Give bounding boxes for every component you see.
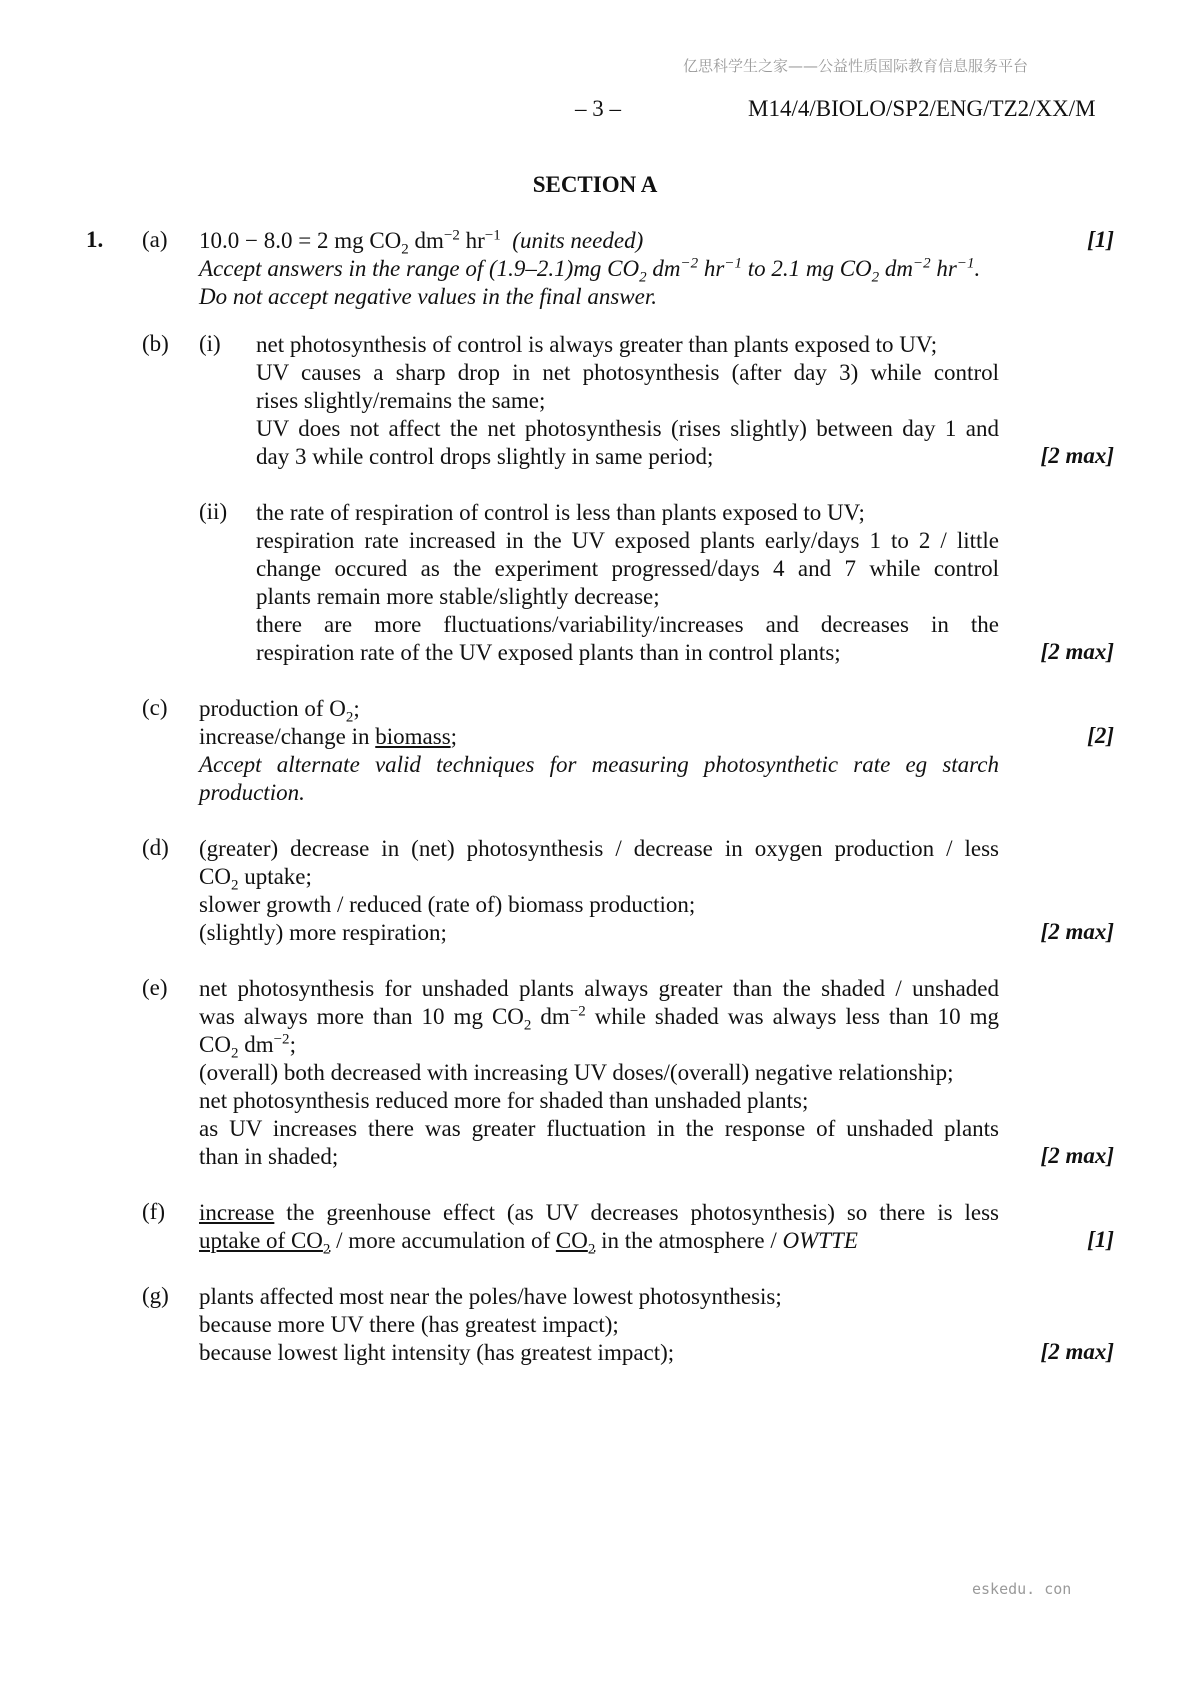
answer-line: increase the greenhouse effect (as UV decreases photosynthesis) so there is less	[199, 1200, 999, 1225]
part-c-answer	[199, 695, 999, 807]
part-e-label: (e)	[142, 975, 168, 1000]
answer-line: rises slightly/remains the same;	[256, 388, 546, 413]
answer-line: (slightly) more respiration;	[199, 920, 447, 945]
answer-line: was always more than 10 mg $CO_2$ $dm^{-2}$ while shaded was always less than 10 mg	[199, 1003, 999, 1034]
part-a-answer	[199, 227, 999, 311]
part-a-range-note: Accept answers in the range of (1.9–2.1)mg $CO_2$ $dm^{-2}$ $hr^{-1}$ to 2.1 mg $CO_2$ $dm^{-2}$ $hr^{-1}$.	[199, 255, 981, 286]
part-g-mark: [2 max]	[1040, 1339, 1114, 1364]
answer-line: respiration rate increased in the UV exposed plants early/days 1 to 2 / little	[256, 528, 999, 553]
answer-line: as UV increases there was greater fluctuation in the response of unshaded plants	[199, 1116, 999, 1141]
part-c-label: (c)	[142, 695, 168, 720]
part-d-label: (d)	[142, 835, 169, 860]
answer-line: UV does not affect the net photosynthesis (rises slightly) between day 1 and	[256, 416, 999, 441]
watermark-bottom: eskedu. con	[972, 1580, 1072, 1598]
answer-line: (greater) decrease in (net) photosynthesis / decrease in oxygen production / less	[199, 836, 999, 861]
answer-line: net photosynthesis reduced more for shaded than unshaded plants;	[199, 1088, 809, 1113]
part-f-mark: [1]	[1087, 1227, 1114, 1252]
part-b-i-answer	[256, 331, 999, 471]
part-b-ii-mark: [2 max]	[1040, 639, 1114, 664]
part-f-answer	[199, 1199, 999, 1258]
answer-line: $CO_2$ uptake;	[199, 864, 312, 894]
document-code: M14/4/BIOLO/SP2/ENG/TZ2/XX/M	[748, 96, 1096, 121]
answer-line: there are more fluctuations/variability/increases and decreases in the	[256, 612, 999, 637]
page-number: – 3 –	[575, 96, 621, 121]
part-d-mark: [2 max]	[1040, 919, 1114, 944]
answer-line: net photosynthesis for unshaded plants always greater than the shaded / unshaded	[199, 976, 999, 1001]
answer-line: plants affected most near the poles/have lowest photosynthesis;	[199, 1284, 782, 1309]
part-b-i-mark: [2 max]	[1040, 443, 1114, 468]
part-a-equation: 10.0 − 8.0 = 2 mg $CO_2$ $dm^{-2}$ $hr^{-1}$ (units needed)	[199, 227, 644, 258]
part-b-i-label: (i)	[199, 331, 221, 356]
answer-line: plants remain more stable/slightly decrease;	[256, 584, 660, 609]
part-c-mark: [2]	[1087, 723, 1114, 748]
answer-line: than in shaded;	[199, 1144, 339, 1169]
answer-line: slower growth / reduced (rate of) biomass production;	[199, 892, 696, 917]
part-f-label: (f)	[142, 1199, 165, 1224]
answer-line: uptake of $CO_2$ / more accumulation of $CO_2$ in the atmosphere / OWTTE	[199, 1228, 858, 1258]
part-e-mark: [2 max]	[1040, 1143, 1114, 1168]
answer-line: $CO_2$ $dm^{-2}$;	[199, 1031, 296, 1062]
answer-line: increase/change in biomass;	[199, 724, 458, 749]
part-a-mark: [1]	[1087, 227, 1114, 252]
part-b-label: (b)	[142, 331, 169, 356]
answer-line: day 3 while control drops slightly in same period;	[256, 444, 714, 469]
watermark-top: 亿思科学生之家——公益性质国际教育信息服务平台	[683, 57, 1029, 75]
part-d-answer	[199, 835, 999, 947]
answer-line: net photosynthesis of control is always greater than plants exposed to UV;	[256, 332, 938, 357]
answer-line: UV causes a sharp drop in net photosynthesis (after day 3) while control	[256, 360, 999, 385]
section-title: SECTION A	[532, 172, 658, 197]
answer-line: production of $O_2$;	[199, 696, 360, 726]
part-a-negative-note: Do not accept negative values in the final answer.	[199, 284, 657, 309]
part-b-ii-answer	[256, 499, 999, 667]
answer-line: because lowest light intensity (has greatest impact);	[199, 1340, 675, 1365]
part-b-ii-label: (ii)	[199, 499, 228, 524]
answer-note: production.	[199, 780, 305, 805]
question-number: 1.	[86, 227, 104, 252]
part-a-label: (a)	[142, 227, 168, 252]
answer-note: Accept alternate valid techniques for measuring photosynthetic rate eg starch	[199, 752, 999, 777]
part-e-answer	[199, 975, 999, 1171]
part-g-label: (g)	[142, 1283, 169, 1308]
answer-line: change occured as the experiment progressed/days 4 and 7 while control	[256, 556, 999, 581]
answer-line: the rate of respiration of control is less than plants exposed to UV;	[256, 500, 865, 525]
answer-line: (overall) both decreased with increasing UV doses/(overall) negative relationship;	[199, 1060, 954, 1085]
answer-line: because more UV there (has greatest impact);	[199, 1312, 619, 1337]
answer-line: respiration rate of the UV exposed plants than in control plants;	[256, 640, 841, 665]
part-g-answer	[199, 1283, 999, 1367]
